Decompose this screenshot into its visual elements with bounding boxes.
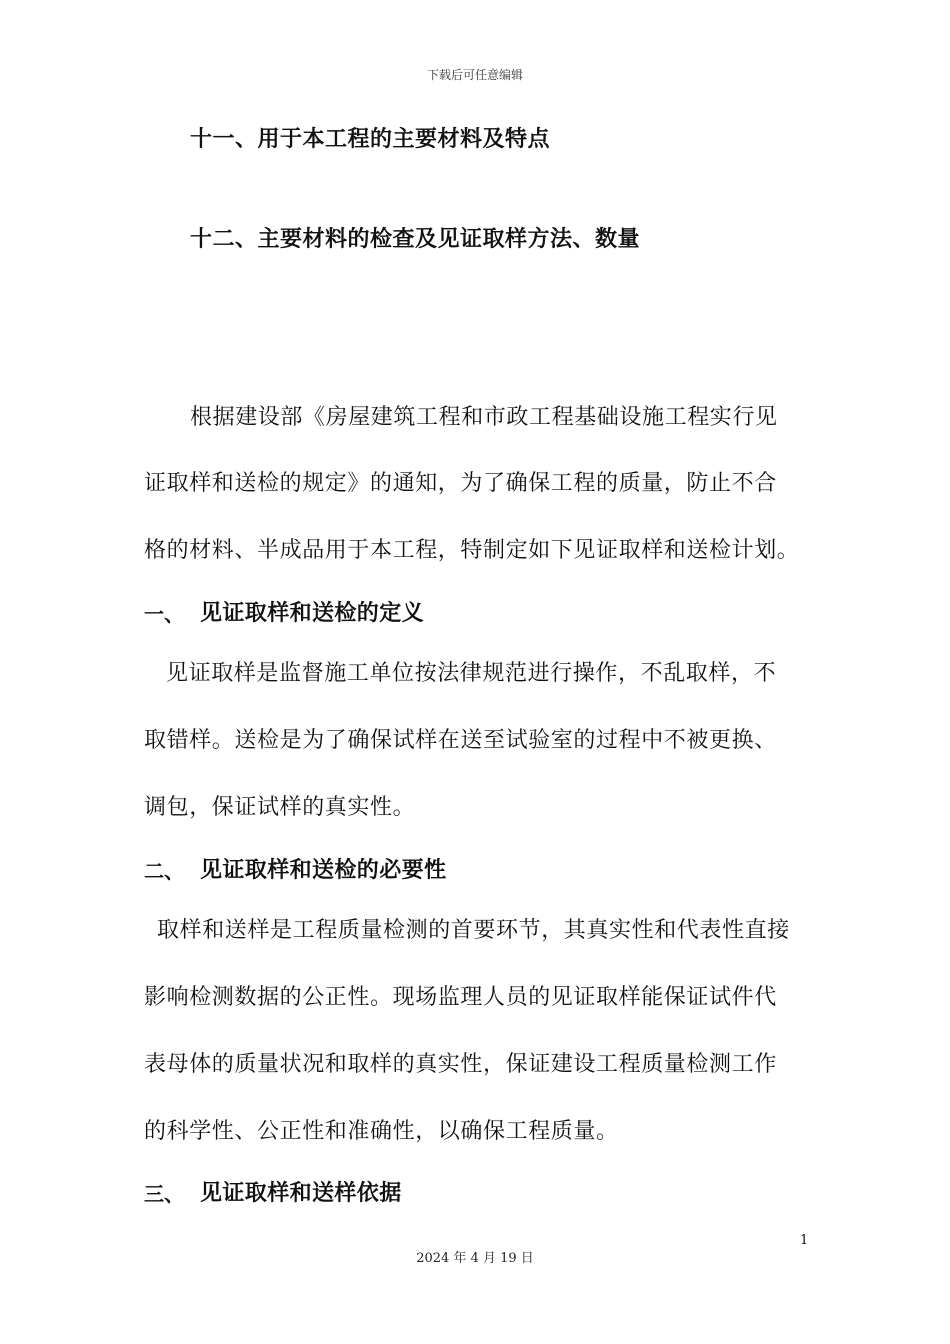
section-2-title: 见证取样和送检的必要性: [200, 858, 447, 883]
page-header: 下载后可任意编辑: [426, 68, 523, 82]
intro-line-1: 根据建设部《房屋建筑工程和市政工程基础设施工程实行见: [190, 405, 778, 430]
section-2-line-3: 表母体的质量状况和取样的真实性，保证建设工程质量检测工作: [144, 1052, 777, 1077]
section-1-line-1: 见证取样是监督施工单位按法律规范进行操作，不乱取样，不: [166, 661, 777, 686]
page-number: 1: [800, 1233, 809, 1248]
footer-date: 2024 年 4 月 19 日: [416, 1251, 534, 1266]
section-2-line-2: 影响检测数据的公正性。现场监理人员的见证取样能保证试件代: [144, 985, 777, 1010]
section-2-number: 二、: [144, 859, 184, 883]
toc-item-12: 十二、主要材料的检查及见证取样方法、数量: [190, 227, 641, 252]
section-1-number: 一、: [144, 602, 184, 626]
section-1-title: 见证取样和送检的定义: [200, 601, 425, 626]
section-3-number: 三、: [144, 1182, 184, 1206]
intro-line-3: 格的材料、半成品用于本工程，特制定如下见证取样和送检计划。: [144, 538, 800, 563]
section-1-line-3: 调包，保证试样的真实性。: [144, 795, 416, 820]
section-2-line-1: 取样和送样是工程质量检测的首要环节，其真实性和代表性直接: [157, 918, 790, 943]
section-3-title: 见证取样和送样依据: [200, 1181, 402, 1206]
toc-item-11: 十一、用于本工程的主要材料及特点: [190, 127, 551, 152]
intro-line-2: 证取样和送检的规定》的通知，为了确保工程的质量，防止不合: [144, 471, 777, 496]
section-2-line-4: 的科学性、公正性和准确性，以确保工程质量。: [144, 1119, 619, 1144]
section-1-line-2: 取错样。送检是为了确保试样在送至试验室的过程中不被更换、: [144, 728, 777, 753]
